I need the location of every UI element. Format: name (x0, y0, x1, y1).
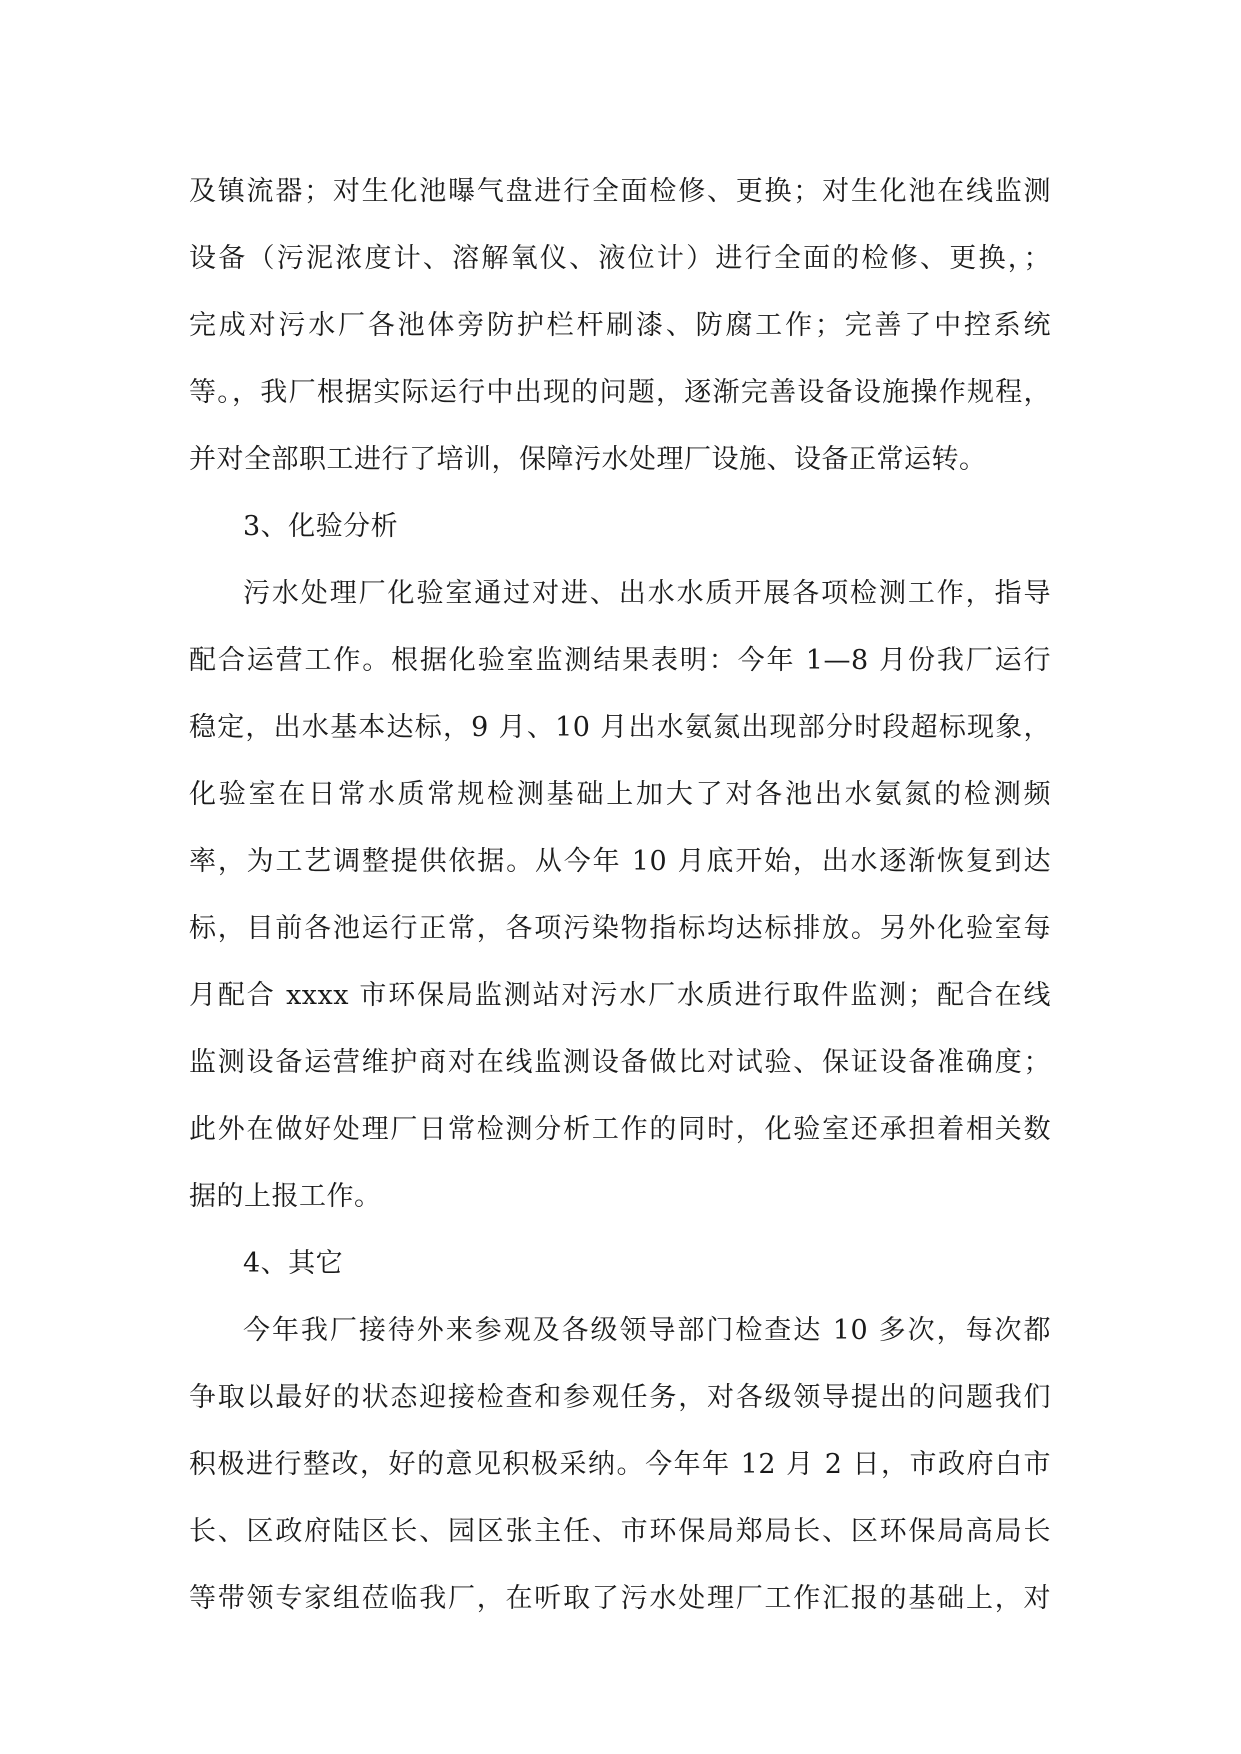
text-line: 监测设备运营维护商对在线监测设备做比对试验、保证设备准确度； (189, 1047, 1051, 1078)
text-line: 稳定，出水基本达标，9 月、10 月出水氨氮出现部分时段超标现象， (189, 712, 1051, 743)
text-line: 今年我厂接待外来参观及各级领导部门检查达 10 多次，每次都 (243, 1315, 1051, 1346)
text-line: 此外在做好处理厂日常检测分析工作的同时，化验室还承担着相关数 (189, 1114, 1051, 1145)
text-line: 积极进行整改，好的意见积极采纳。今年年 12 月 2 日，市政府白市 (189, 1449, 1051, 1480)
text-line: 等带领专家组莅临我厂，在听取了污水处理厂工作汇报的基础上，对 (189, 1583, 1051, 1614)
text-line: 长、区政府陆区长、园区张主任、市环保局郑局长、区环保局高局长 (189, 1516, 1051, 1547)
text-line: 并对全部职工进行了培训，保障污水处理厂设施、设备正常运转。 (189, 444, 987, 475)
document-body (189, 158, 1051, 1632)
text-line: 配合运营工作。根据化验室监测结果表明：今年 1—8 月份我厂运行 (189, 645, 1051, 676)
section-heading-other: 4、其它 (243, 1248, 344, 1279)
text-line: 标，目前各池运行正常，各项污染物指标均达标排放。另外化验室每 (189, 913, 1051, 944)
text-line: 设备（污泥浓度计、溶解氧仪、液位计）进行全面的检修、更换，； (189, 243, 1051, 274)
text-line: 等。，我厂根据实际运行中出现的问题，逐渐完善设备设施操作规程， (189, 377, 1051, 408)
text-line: 污水处理厂化验室通过对进、出水水质开展各项检测工作，指导 (243, 578, 1051, 609)
text-line: 化验室在日常水质常规检测基础上加大了对各池出水氨氮的检测频 (189, 779, 1051, 810)
text-line: 月配合 xxxx 市环保局监测站对污水厂水质进行取件监测；配合在线 (189, 980, 1051, 1011)
text-line: 及镇流器；对生化池曝气盘进行全面检修、更换；对生化池在线监测 (189, 176, 1051, 207)
section-heading-lab-analysis: 3、化验分析 (243, 511, 399, 542)
text-line: 完成对污水厂各池体旁防护栏杆刷漆、防腐工作；完善了中控系统 (189, 310, 1051, 341)
text-line: 率，为工艺调整提供依据。从今年 10 月底开始，出水逐渐恢复到达 (189, 846, 1051, 877)
text-line: 据的上报工作。 (189, 1181, 382, 1212)
text-line: 争取以最好的状态迎接检查和参观任务，对各级领导提出的问题我们 (189, 1382, 1051, 1413)
